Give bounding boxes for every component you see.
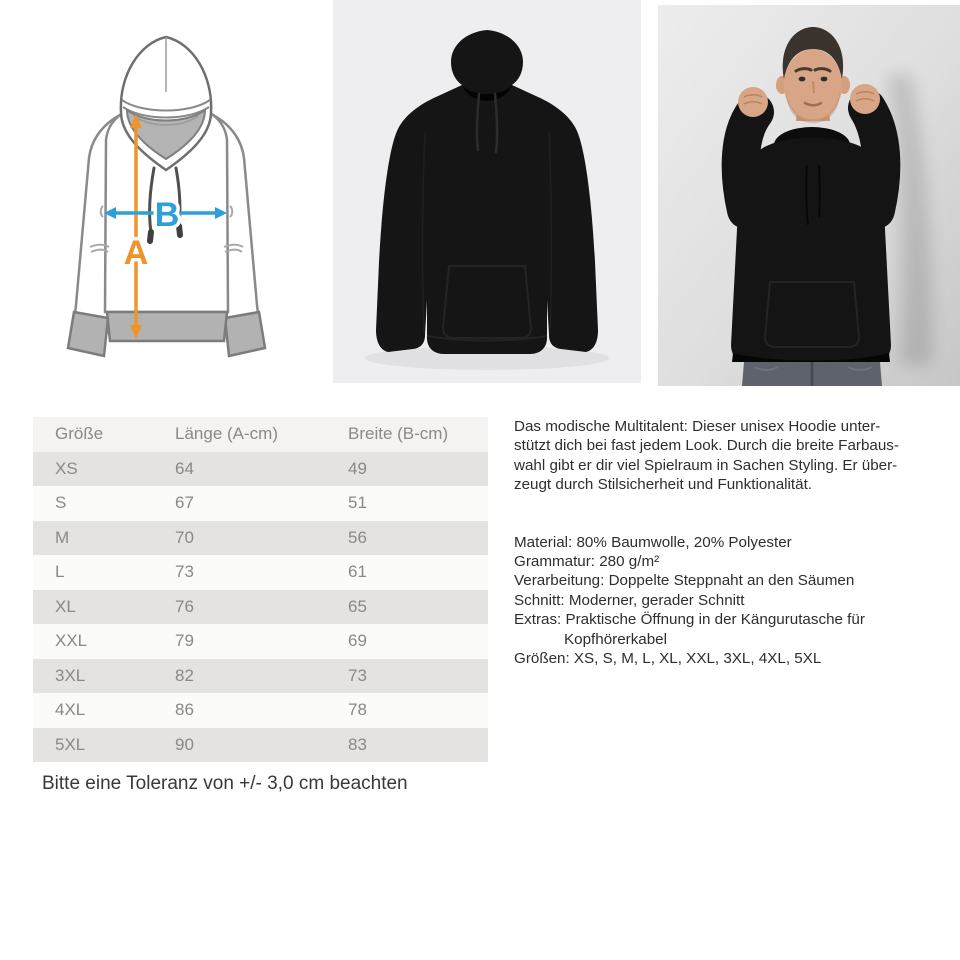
table-cell: 86	[175, 700, 194, 720]
table-cell: M	[55, 527, 70, 547]
table-cell: 79	[175, 631, 194, 651]
spec-line: Grammatur: 280 g/m²	[514, 553, 660, 571]
table-cell: 3XL	[55, 665, 86, 685]
description-line: Das modische Multitalent: Dieser unisex Hoodie unter-	[514, 418, 881, 435]
spec-line: Größen: XS, S, M, L, XL, XXL, 3XL, 4XL, 5XL	[514, 650, 822, 668]
table-cell: XL	[55, 596, 76, 616]
measure-label-a: A	[123, 234, 149, 272]
measure-label-b: B	[154, 196, 180, 234]
table-row	[33, 555, 488, 590]
table-cell: 69	[348, 631, 367, 651]
black-hoodie-silhouette	[376, 30, 598, 354]
table-cell: 73	[175, 562, 194, 582]
column-header-size: Größe	[55, 424, 104, 444]
spec-line: Kopfhörerkabel	[564, 630, 668, 648]
spec-line: Material: 80% Baumwolle, 20% Polyester	[514, 533, 792, 551]
table-cell: XXL	[55, 631, 88, 651]
model-hoodie-torso	[731, 138, 891, 362]
tolerance-note: Bitte eine Toleranz von +/- 3,0 cm beachten	[42, 773, 408, 794]
size-table-body	[33, 452, 488, 763]
product-photo-svg	[333, 0, 641, 383]
table-cell: 61	[348, 562, 367, 582]
hoodie-measurement-diagram	[52, 22, 298, 390]
table-cell: XS	[55, 458, 78, 478]
table-cell: 70	[175, 527, 194, 547]
spec-line: Extras: Praktische Öffnung in der Kängurutasche für	[514, 611, 865, 629]
product-photo-front	[333, 0, 641, 383]
table-row	[33, 486, 488, 521]
model-jeans	[742, 362, 882, 386]
description-intro	[514, 417, 954, 495]
table-cell: 76	[175, 596, 194, 616]
table-cell: 73	[348, 665, 367, 685]
table-row	[33, 659, 488, 694]
column-header-width: Breite (B-cm)	[348, 424, 449, 444]
hoodie-hem-band	[107, 312, 227, 341]
table-cell: 5XL	[55, 734, 86, 754]
column-header-length: Länge (A-cm)	[175, 424, 278, 444]
measurement-diagram-svg	[52, 22, 298, 390]
table-row	[33, 728, 488, 763]
table-cell: 82	[175, 665, 194, 685]
table-cell: 83	[348, 734, 367, 754]
model-photo	[658, 5, 960, 386]
table-row	[33, 452, 488, 487]
spec-line: Verarbeitung: Doppelte Steppnaht an den Säumen	[514, 572, 855, 590]
table-cell: 56	[348, 527, 367, 547]
spec-line: Schnitt: Moderner, gerader Schnitt	[514, 591, 745, 609]
table-cell: 51	[348, 493, 367, 513]
description-line: wahl gibt er dir viel Spielraum in Sachen Styling. Er über-	[514, 456, 898, 474]
table-cell: 49	[348, 458, 367, 478]
spec-list	[514, 533, 954, 669]
product-description	[514, 417, 954, 668]
table-cell: 64	[175, 458, 194, 478]
size-table	[33, 417, 488, 762]
table-row	[33, 521, 488, 556]
table-cell: 4XL	[55, 700, 86, 720]
table-cell: 90	[175, 734, 194, 754]
description-line: zeugt durch Stilsicherheit und Funktionalität.	[514, 476, 813, 494]
table-row	[33, 590, 488, 625]
table-cell: 78	[348, 700, 367, 720]
table-cell: 67	[175, 493, 194, 513]
table-cell: L	[55, 562, 65, 582]
table-row	[33, 624, 488, 659]
size-table-header-row	[33, 417, 488, 452]
model-photo-svg	[658, 5, 960, 386]
table-row	[33, 693, 488, 728]
table-cell: S	[55, 493, 67, 513]
description-line: stützt dich bei fast jedem Look. Durch die breite Farbaus-	[514, 437, 899, 455]
table-cell: 65	[348, 596, 367, 616]
